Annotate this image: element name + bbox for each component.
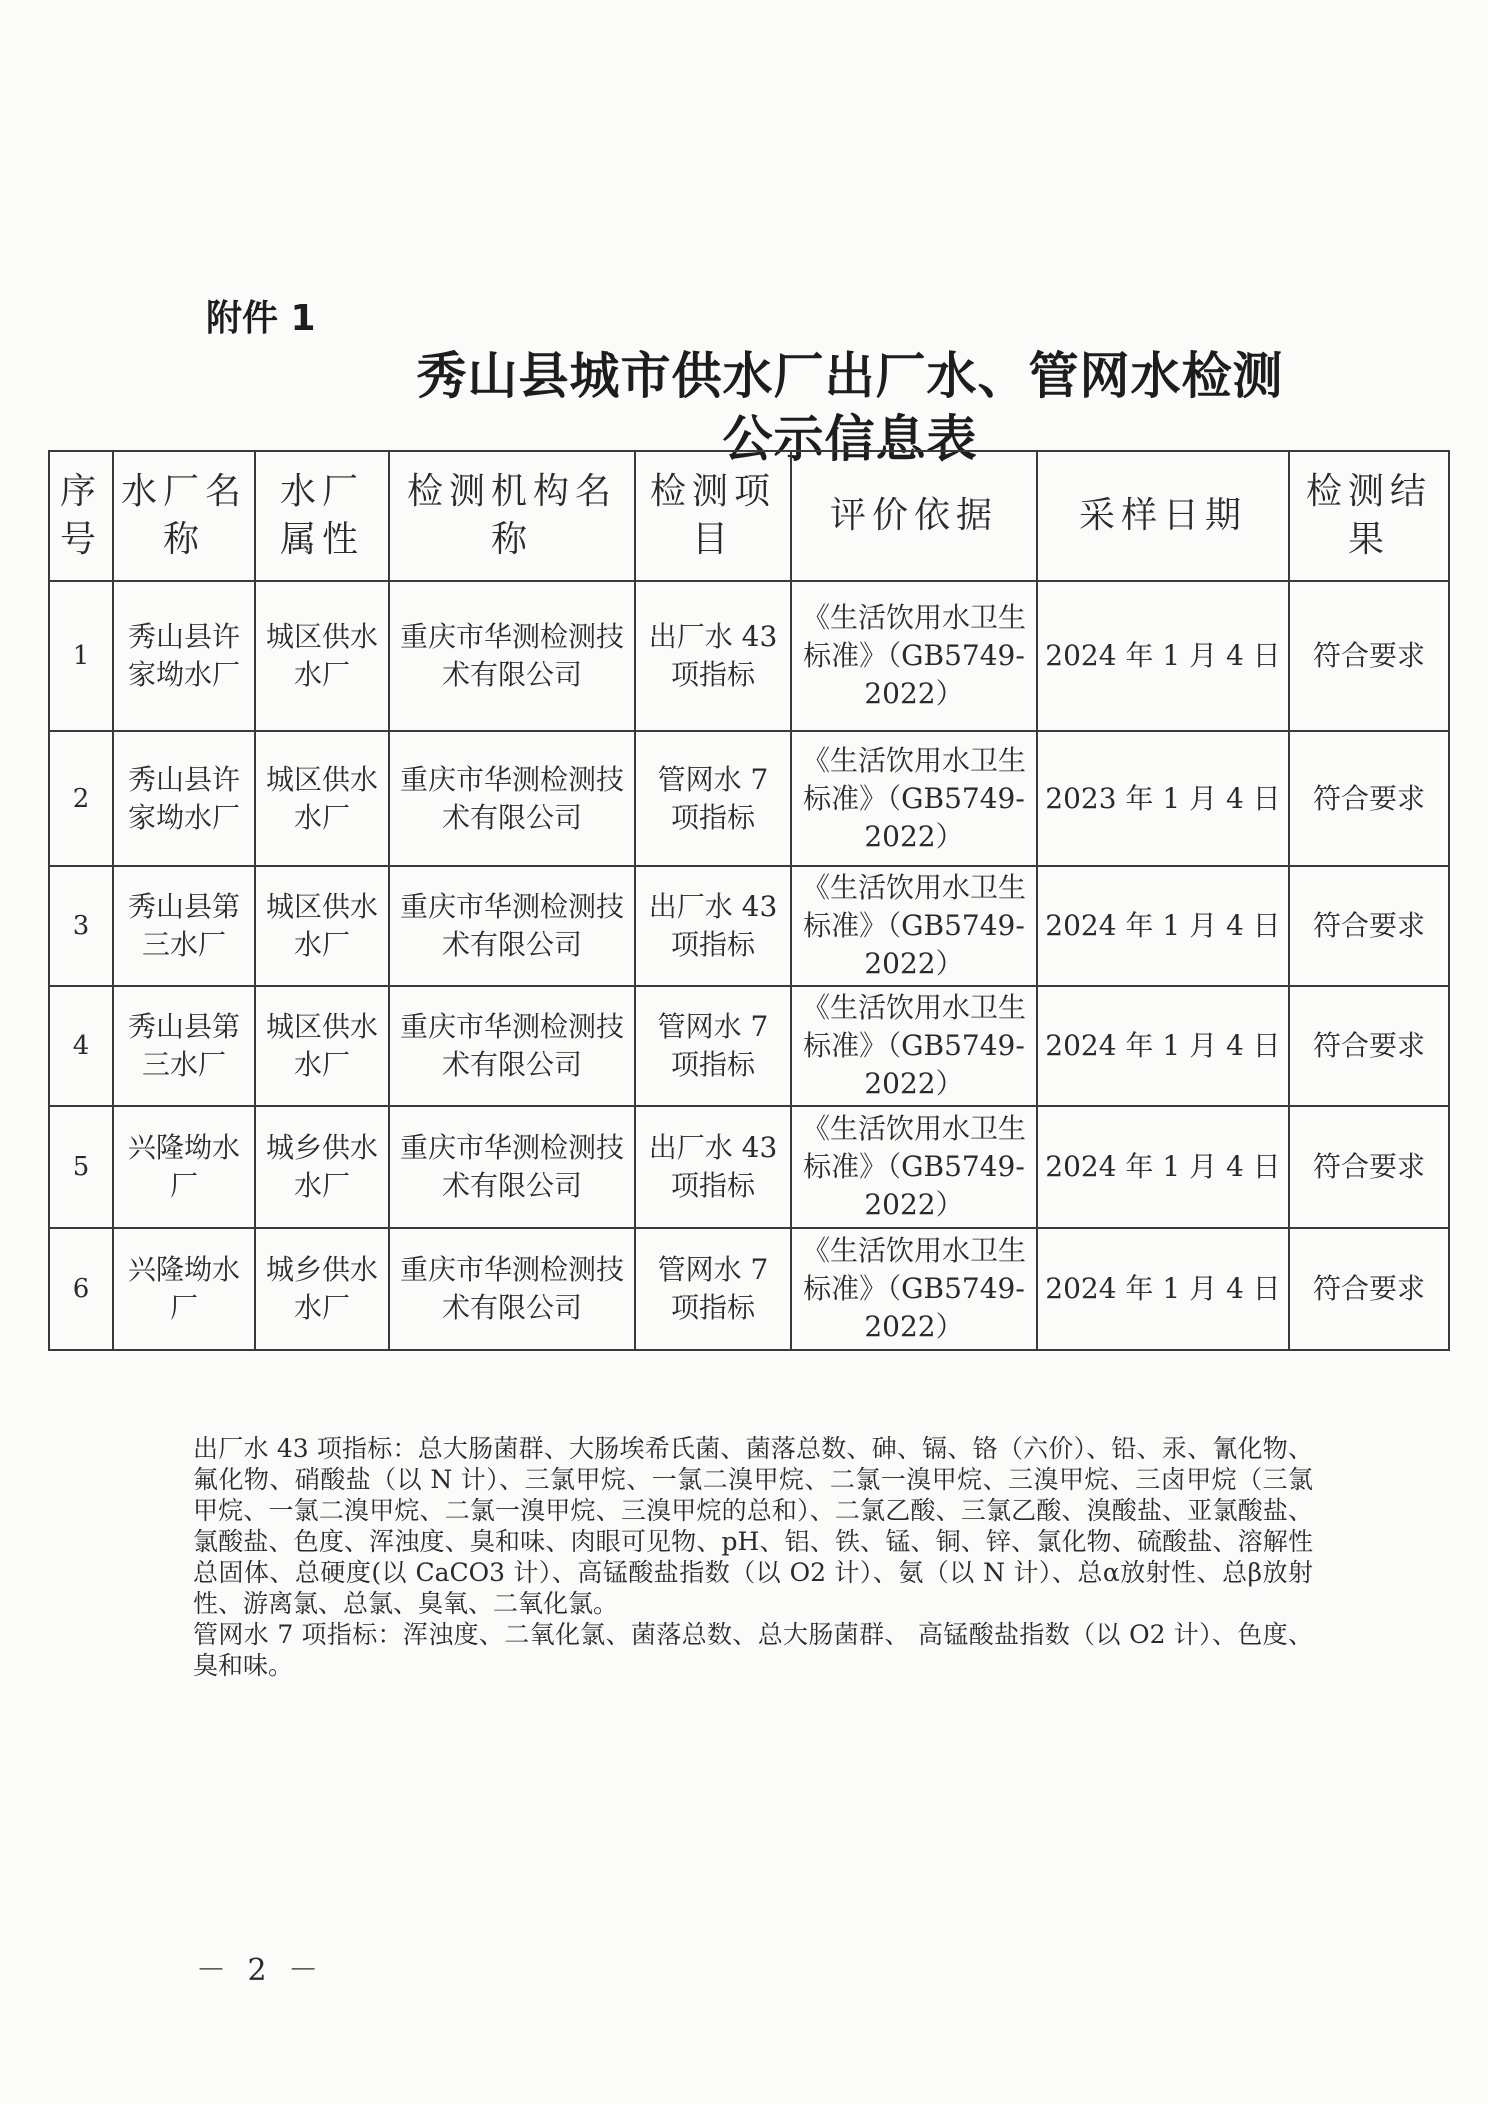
cell-result: 符合要求 (1289, 986, 1449, 1106)
header-cell: 水厂名称 (113, 451, 255, 581)
table-row (49, 581, 1449, 731)
cell-agency: 重庆市华测检测技术有限公司 (389, 581, 635, 731)
table-row (49, 731, 1449, 866)
cell-date: 2024 年 1 月 4 日 (1037, 866, 1289, 986)
cell-item: 出厂水 43 项指标 (635, 866, 791, 986)
cell-type: 城乡供水水厂 (255, 1228, 389, 1350)
header-cell: 检测项目 (635, 451, 791, 581)
cell-basis: 《生活饮用水卫生标准》（GB5749-2022） (791, 581, 1037, 731)
cell-result: 符合要求 (1289, 581, 1449, 731)
cell-plant: 秀山县第三水厂 (113, 866, 255, 986)
cell-no: 6 (49, 1228, 113, 1350)
cell-result: 符合要求 (1289, 1228, 1449, 1350)
cell-result: 符合要求 (1289, 866, 1449, 986)
header-cell: 水厂属性 (255, 451, 389, 581)
cell-basis: 《生活饮用水卫生标准》（GB5749-2022） (791, 731, 1037, 866)
results-table (48, 450, 1450, 1351)
cell-item: 管网水 7 项指标 (635, 731, 791, 866)
cell-type: 城区供水水厂 (255, 866, 389, 986)
cell-date: 2024 年 1 月 4 日 (1037, 986, 1289, 1106)
cell-agency: 重庆市华测检测技术有限公司 (389, 1228, 635, 1350)
cell-type: 城区供水水厂 (255, 986, 389, 1106)
note-factory-water-43: 出厂水 43 项指标：总大肠菌群、大肠埃希氏菌、菌落总数、砷、镉、铬（六价）、铅、汞、氰化物、氟化物、硝酸盐（以 N 计）、三氯甲烷、一氯二溴甲烷、二氯一溴甲烷、三溴甲烷、三卤甲烷（三氯甲烷、一氯二溴甲烷、二氯一溴甲烷、三溴甲烷的总和）、二氯乙酸、三氯乙酸、溴酸盐、亚氯酸盐、氯酸盐、色度、浑浊度、臭和味、肉眼可见物、pH、铝、铁、锰、铜、锌、氯化物、硫酸盐、溶解性总固体、总硬度(以 CaCO3 计）、高锰酸盐指数（以 O2 计）、氨（以 N 计）、总α放射性、总β放射性、游离氯、总氯、臭氧、二氧化氯。 (193, 1434, 1313, 1618)
table-row (49, 986, 1449, 1106)
table-row (49, 1106, 1449, 1228)
note-network-water-7: 管网水 7 项指标：浑浊度、二氧化氯、菌落总数、总大肠菌群、 高锰酸盐指数（以 O2 计）、色度、臭和味。 (193, 1620, 1313, 1680)
cell-plant: 秀山县许家坳水厂 (113, 581, 255, 731)
cell-date: 2024 年 1 月 4 日 (1037, 581, 1289, 731)
cell-plant: 兴隆坳水厂 (113, 1106, 255, 1228)
cell-no: 5 (49, 1106, 113, 1228)
cell-plant: 兴隆坳水厂 (113, 1228, 255, 1350)
cell-basis: 《生活饮用水卫生标准》（GB5749-2022） (791, 1106, 1037, 1228)
table-row (49, 866, 1449, 986)
cell-item: 出厂水 43 项指标 (635, 1106, 791, 1228)
cell-type: 城区供水水厂 (255, 731, 389, 866)
cell-agency: 重庆市华测检测技术有限公司 (389, 731, 635, 866)
cell-item: 出厂水 43 项指标 (635, 581, 791, 731)
header-cell: 检测机构名称 (389, 451, 635, 581)
cell-agency: 重庆市华测检测技术有限公司 (389, 986, 635, 1106)
cell-plant: 秀山县许家坳水厂 (113, 731, 255, 866)
cell-no: 1 (49, 581, 113, 731)
cell-basis: 《生活饮用水卫生标准》（GB5749-2022） (791, 986, 1037, 1106)
cell-plant: 秀山县第三水厂 (113, 986, 255, 1106)
header-cell: 采样日期 (1037, 451, 1289, 581)
cell-result: 符合要求 (1289, 1106, 1449, 1228)
cell-no: 2 (49, 731, 113, 866)
header-cell: 检测结果 (1289, 451, 1449, 581)
cell-date: 2023 年 1 月 4 日 (1037, 731, 1289, 866)
header-cell: 评价依据 (791, 451, 1037, 581)
cell-basis: 《生活饮用水卫生标准》（GB5749-2022） (791, 1228, 1037, 1350)
cell-type: 城区供水水厂 (255, 581, 389, 731)
cell-result: 符合要求 (1289, 731, 1449, 866)
cell-date: 2024 年 1 月 4 日 (1037, 1228, 1289, 1350)
document-title-line1: 秀山县城市供水厂出厂水、管网水检测 (416, 347, 1284, 405)
cell-basis: 《生活饮用水卫生标准》（GB5749-2022） (791, 866, 1037, 986)
cell-no: 4 (49, 986, 113, 1106)
attachment-label: 附件 1 (206, 298, 316, 339)
table-row (49, 1228, 1449, 1350)
indicator-notes (193, 1433, 1313, 1681)
header-cell: 序号 (49, 451, 113, 581)
table-header-row (49, 451, 1449, 581)
cell-agency: 重庆市华测检测技术有限公司 (389, 866, 635, 986)
document-title-line2: 公示信息表 (722, 410, 978, 468)
page-number: － 2 － (196, 1953, 325, 1988)
cell-item: 管网水 7 项指标 (635, 986, 791, 1106)
cell-agency: 重庆市华测检测技术有限公司 (389, 1106, 635, 1228)
cell-date: 2024 年 1 月 4 日 (1037, 1106, 1289, 1228)
cell-item: 管网水 7 项指标 (635, 1228, 791, 1350)
cell-type: 城乡供水水厂 (255, 1106, 389, 1228)
cell-no: 3 (49, 866, 113, 986)
